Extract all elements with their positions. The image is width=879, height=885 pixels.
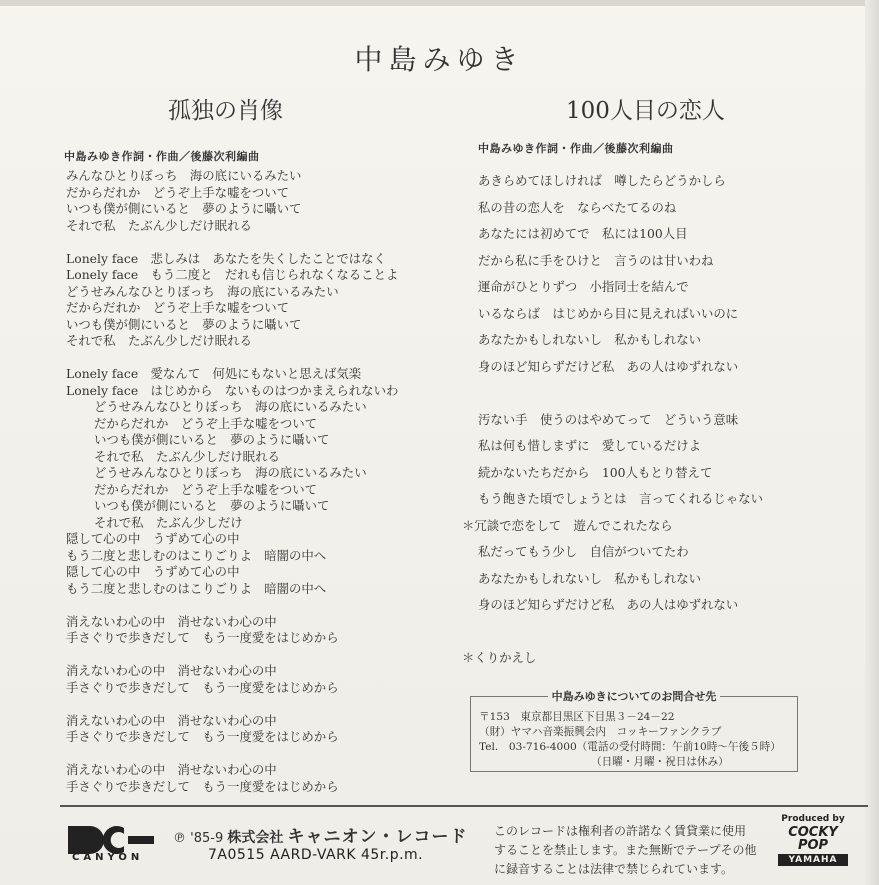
- lyric-line: もう飽きた頃でしょうとは 言ってくれるじゃない: [478, 491, 763, 506]
- right-song-title: 100人目の恋人: [566, 98, 725, 124]
- contact-address: 〒153 東京都目黒区下目黒３－24－22: [479, 711, 675, 723]
- lyric-line: Lonely face 悲しみは あなたを失くしたことではなく: [66, 250, 386, 266]
- lyric-line: いつも僕が側にいると 夢のように囁いて: [94, 498, 330, 513]
- lyric-line: Lonely face もう二度と だれも信じられなくなることよ: [66, 267, 399, 282]
- lyric-line: みんなひとりぼっち 海の底にいるみたい: [66, 168, 302, 183]
- lyric-line: それで私 たぶん少しだけ: [94, 514, 243, 530]
- lyric-line: だから私に手をひけと 言うのは甘いわね: [478, 252, 714, 268]
- stanza-gap: [478, 619, 858, 646]
- lyric-line: いつも僕が側にいると 夢のように囁いて: [66, 316, 302, 332]
- lyric-line: 続かないたちだから 100人もとり替えて: [478, 464, 713, 480]
- lyric-line: あなたかもしれないし 私かもしれない: [478, 332, 702, 347]
- lyric-line: いつも僕が側にいると 夢のように囁いて: [66, 201, 302, 216]
- lyric-line: もう二度と悲しむのはこりごりよ 暗闇の中へ: [66, 580, 327, 596]
- left-song-title: 孤独の肖像: [168, 98, 283, 124]
- cocky-pop-logo-icon: COCKY POP: [788, 825, 838, 853]
- contact-heading: 中島みゆきについてのお問合せ先: [471, 688, 797, 704]
- stanza-gap: [66, 234, 466, 251]
- catalog-number: 7A0515 AARD-VARK 45r.p.m.: [208, 847, 424, 863]
- lyric-line: だからだれか どうぞ上手な嘘をついて: [66, 300, 290, 315]
- lyric-line: それで私 たぶん少しだけ眠れる: [66, 333, 252, 348]
- lyric-line: ＊くりかえし: [462, 650, 537, 665]
- stanza-gap: [478, 380, 858, 407]
- stanza-gap: [66, 350, 466, 367]
- lyric-line: 運命がひとりずつ 小指同士を結んで: [478, 279, 689, 294]
- right-song-credit: 中島みゆき作詞・作曲／後藤次利編曲: [478, 142, 674, 155]
- copyright-line: に録音することは法律で禁じられています。: [494, 862, 734, 876]
- lyric-line: ＊冗談で恋をして 遊んでこれたなら: [462, 517, 673, 533]
- lyric-line: 消えないわ心の中 消せないわ心の中: [66, 762, 277, 777]
- left-song-lyrics: [66, 168, 466, 795]
- lyric-line: どうせみんなひとりぼっち 海の底にいるみたい: [66, 283, 339, 299]
- produced-by-label: Produced by: [781, 814, 845, 824]
- lyric-line: いつも僕が側にいると 夢のように囁いて: [94, 432, 330, 447]
- contact-org: （財）ヤマハ音楽振興会内 コッキーファンクラブ: [479, 726, 722, 738]
- sleeve-top-edge: [0, 0, 879, 6]
- lyric-line: もう二度と悲しむのはこりごりよ 暗闇の中へ: [66, 547, 327, 563]
- copyright-notice: [494, 822, 774, 879]
- lyric-line: 汚ない手 使うのはやめてって どういう意味: [478, 411, 739, 427]
- contact-closed-days: （日曜・月曜・祝日は休み）: [591, 756, 729, 768]
- lyric-line: あきらめてほしければ 噂したらどうかしら: [478, 173, 726, 188]
- lyric-line: あなたかもしれないし 私かもしれない: [478, 570, 702, 586]
- lyric-line: 私だってもう少し 自信がついてたわ: [478, 544, 689, 559]
- right-song-lyrics: [462, 168, 858, 672]
- footer-divider: [60, 805, 868, 807]
- lyric-line: 身のほど知らずだけど私 あの人はゆずれない: [478, 358, 739, 374]
- lyric-line: どうせみんなひとりぼっち 海の底にいるみたい: [94, 399, 367, 414]
- lyric-line: だからだれか どうぞ上手な嘘をついて: [94, 481, 318, 497]
- copyright-line: このレコードは権利者の許諾なく賃貸業に使用: [494, 824, 747, 838]
- copyright-line: することを禁止します。また無断でテープその他: [494, 843, 757, 857]
- release-date: ℗ '85-9: [173, 831, 224, 846]
- lyric-line: それで私 たぶん少しだけ眠れる: [94, 448, 280, 464]
- company-name: キャニオン・レコード: [287, 827, 468, 847]
- lyric-line: だからだれか どうぞ上手な嘘をついて: [94, 415, 318, 431]
- lyric-line: 身のほど知らずだけど私 あの人はゆずれない: [478, 597, 739, 612]
- stanza-gap: [66, 647, 466, 664]
- left-song-credit: 中島みゆき作詞・作曲／後藤次利編曲: [64, 150, 260, 163]
- lyric-line: だからだれか どうぞ上手な嘘をついて: [66, 184, 290, 200]
- lyric-line: 隠して心の中 うずめて心の中: [66, 531, 240, 546]
- lyric-line: 私は何も惜しまずに 愛しているだけよ: [478, 438, 702, 453]
- lyric-line: Lonely face 愛なんて 何処にもないと思えば気楽: [66, 366, 362, 381]
- company-prefix: 株式会社: [227, 830, 284, 846]
- lyric-line: 消えないわ心の中 消せないわ心の中: [66, 613, 277, 629]
- stanza-gap: [66, 696, 466, 713]
- lyric-line: 隠して心の中 うずめて心の中: [66, 564, 240, 579]
- lyric-line: 消えないわ心の中 消せないわ心の中: [66, 663, 277, 678]
- lyric-line: 手さぐりで歩きだして もう一度愛をはじめから: [66, 679, 339, 695]
- sleeve-right-edge: [865, 0, 879, 885]
- canyon-logo-text: CANYON: [72, 852, 144, 863]
- stanza-gap: [66, 597, 466, 614]
- contact-tel: Tel. 03-716-4000（電話の受付時間：午前10時～午後５時）: [479, 741, 781, 753]
- yamaha-label: YAMAHA: [778, 854, 848, 866]
- lyric-line: あなたには初めてで 私には100人目: [478, 226, 688, 241]
- lyric-line: 私の昔の恋人を ならべたてるのね: [478, 199, 677, 215]
- lyric-line: いるならば はじめから目に見えればいいのに: [478, 305, 739, 321]
- producer-badge: [778, 814, 848, 866]
- contact-box: [470, 690, 798, 772]
- lyric-line: 手さぐりで歩きだして もう一度愛をはじめから: [66, 778, 339, 794]
- lyric-line: Lonely face はじめから ないものはつかまえられないわ: [66, 382, 399, 398]
- lyric-line: 手さぐりで歩きだして もう一度愛をはじめから: [66, 630, 339, 645]
- label-info: [173, 822, 468, 847]
- lyric-line: 手さぐりで歩きだして もう一度愛をはじめから: [66, 729, 339, 744]
- stanza-gap: [66, 746, 466, 763]
- lyric-line: それで私 たぶん少しだけ眠れる: [66, 217, 252, 233]
- artist-name: 中島みゆき: [354, 43, 525, 76]
- lyric-line: どうせみんなひとりぼっち 海の底にいるみたい: [94, 465, 367, 480]
- lyric-line: 消えないわ心の中 消せないわ心の中: [66, 712, 277, 728]
